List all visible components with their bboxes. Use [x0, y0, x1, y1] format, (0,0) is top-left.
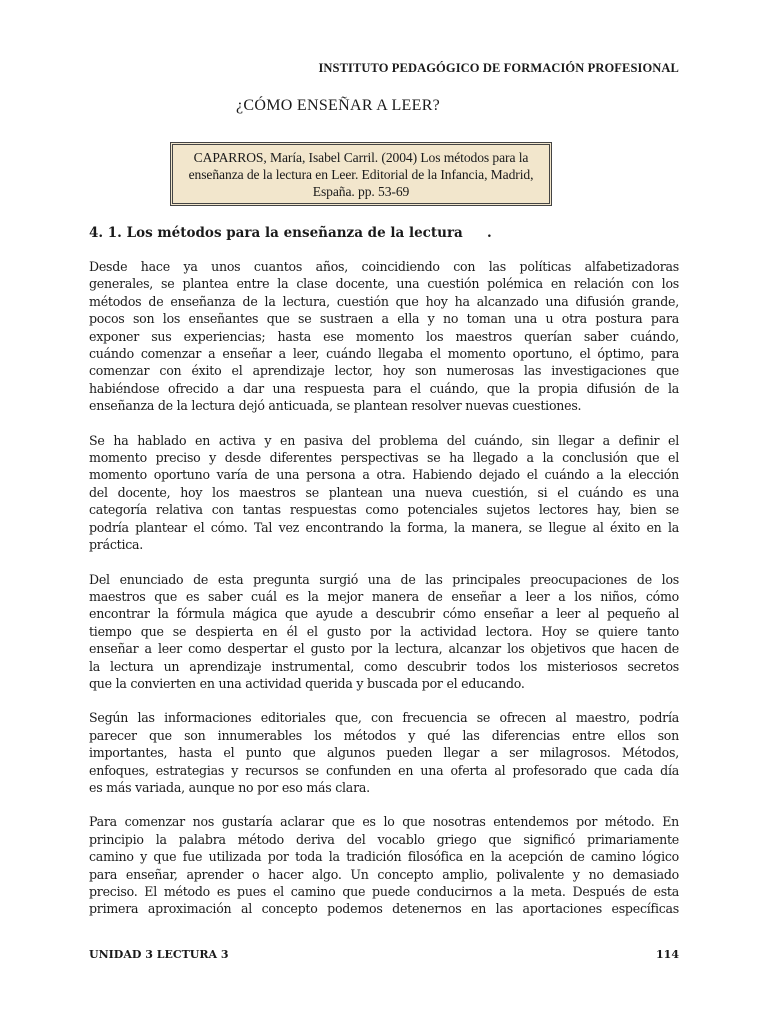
paragraph-line: la lectura un aprendizaje instrumental, como descubrir todos los misteriosos secretos	[89, 658, 679, 674]
paragraph-line: momento oportuno varía de una persona a otra. Habiendo dejado el cuándo a la elección	[89, 467, 679, 483]
paragraph-line: parecer que son innumerables los métodos y qué las diferencias entre ellos son	[89, 727, 679, 743]
paragraph-line: Se ha hablado en activa y en pasiva del problema del cuándo, sin llegar a definir el	[89, 432, 679, 448]
paragraph-line: comenzar con éxito el aprendizaje lector, hoy son numerosas las investigaciones que	[89, 363, 679, 379]
paragraph-line: enseñanza de la lectura dejó anticuada, se plantean resolver nuevas cuestiones.	[89, 398, 582, 414]
paragraph-line: categoría relativa con tantas respuestas como potenciales sujetos lectores hay, bien se	[89, 502, 679, 518]
paragraph	[89, 432, 679, 554]
paragraph	[89, 571, 679, 693]
citation-box	[170, 142, 552, 206]
paragraph-line: momento preciso y desde diferentes perspectivas se ha llegado a la conclusión que el	[89, 450, 679, 466]
paragraph-line: Del enunciado de esta pregunta surgió una de las principales preocupaciones de los	[89, 571, 679, 587]
section-heading-dot: .	[487, 225, 492, 241]
paragraph-line: generales, se plantea entre la clase docente, una cuestión polémica en relación con los	[89, 276, 679, 292]
section-heading: 4. 1. Los métodos para la enseñanza de la lectura	[89, 225, 463, 241]
paragraph-line: encontrar la fórmula mágica que ayude a descubrir cómo enseñar a leer al pequeño al	[89, 606, 679, 622]
paragraph-line: Para comenzar nos gustaría aclarar que es lo que nosotras entendemos por método. En	[89, 814, 679, 830]
paragraph-line: importantes, hasta el punto que algunos pueden llegar a ser milagrosos. Métodos,	[89, 745, 679, 761]
paragraph-line: es más variada, aunque no por eso más clara.	[89, 779, 370, 795]
paragraph-line: Según las informaciones editoriales que, con frecuencia se ofrecen al maestro, podría	[89, 710, 679, 726]
paragraph-line: para enseñar, aprender o hacer algo. Un concepto amplio, polivalente y no demasiado	[89, 866, 679, 882]
paragraph-line: tiempo que se despierta en él el gusto por la actividad lectora. Hoy se quiere tanto	[89, 623, 679, 639]
institution-header: INSTITUTO PEDAGÓGICO DE FORMACIÓN PROFESIONAL	[318, 61, 679, 75]
paragraph-line: preciso. El método es pues el camino que puede conducirnos a la meta. Después de esta	[89, 884, 679, 899]
paragraph	[89, 258, 679, 415]
paragraph-line: maestros que es saber cuál es la mejor manera de enseñar a leer a los niños, cómo	[89, 588, 679, 604]
page-number: 114	[656, 948, 679, 961]
paragraph-line: práctica.	[89, 537, 144, 553]
paragraph-line: cuándo comenzar a enseñar a leer, cuándo llegaba el momento oportuno, el óptimo, para	[89, 346, 679, 362]
paragraph	[89, 709, 679, 796]
citation-line: España. pp. 53-69	[312, 184, 410, 199]
citation-line: CAPARROS, María, Isabel Carril. (2004) Los métodos para la	[193, 150, 529, 165]
paragraph-line: enfoques, estrategias y recursos se confunden en una oferta al profesorado que cada día	[89, 762, 679, 778]
paragraph-line: principio la palabra método deriva del vocablo griego que significó primariamente	[89, 831, 679, 847]
paragraph-line: enseñar a leer como despertar el gusto por la lectura, alcanzar los objetivos que hacen de	[89, 641, 679, 657]
paragraph-line: Desde hace ya unos cuantos años, coincidiendo con las políticas alfabetizadoras	[89, 259, 679, 274]
paragraph-line: habiéndose ofrecido a dar una respuesta para el cuándo, que la propia difusión de la	[89, 380, 679, 396]
paragraph-line: del docente, hoy los maestros se plantean una nueva cuestión, si el cuándo es una	[89, 484, 679, 500]
paragraph-line: exponer sus experiencias; hasta ese momento los maestros querían saber cuándo,	[89, 328, 679, 344]
paragraph	[89, 813, 679, 917]
page-title: ¿CÓMO ENSEÑAR A LEER?	[236, 97, 441, 114]
paragraph-line: camino y que fue utilizada por toda la tradición filosófica en la acepción de camino lógico	[89, 849, 679, 865]
paragraph-line: que la convierten en una actividad querida y buscada por el educando.	[89, 675, 525, 691]
body-text	[89, 258, 679, 935]
citation-line: enseñanza de la lectura en Leer. Editorial de la Infancia, Madrid,	[188, 167, 534, 182]
paragraph-line: pocos son los enseñantes que se sustraen a ella y no toman una u otra postura para	[89, 311, 679, 327]
footer-unit-label: UNIDAD 3 LECTURA 3	[89, 948, 229, 961]
paragraph-line: podría plantear el cómo. Tal vez encontrando la forma, la manera, se llegue al éxito en la	[89, 519, 679, 535]
paragraph-line: primera aproximación al concepto podemos detenernos en las aportaciones específicas	[89, 901, 679, 917]
paragraph-line: métodos de enseñanza de la lectura, cuestión que hoy ha alcanzado una difusión grande,	[89, 293, 679, 309]
